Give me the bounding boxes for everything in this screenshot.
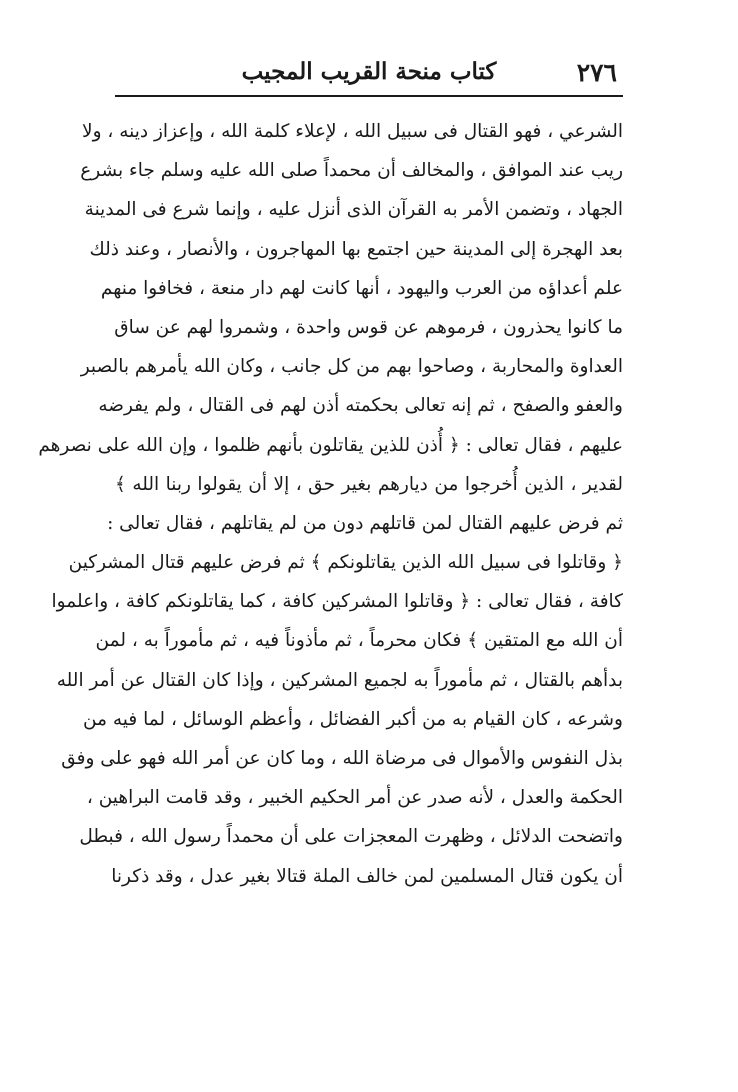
text-line: الجهاد ، وتضمن الأمر به القرآن الذى أنزل عليه ، وإنما شرع فى المدينة	[84, 199, 623, 221]
text-line: كافة ، فقال تعالى : ﴿ وقاتلوا المشركين كافة ، كما يقاتلونكم كافة ، واعلموا	[51, 591, 623, 613]
running-title: كتاب منحة القريب المجيب	[241, 58, 497, 85]
text-line: ما كانوا يحذرون ، فرموهم عن قوس واحدة ، وشمروا لهم عن ساق	[114, 316, 623, 338]
text-line: أن يكون قتال المسلمين لمن خالف الملة قتالا بغير عدل ، وقد ذكرنا	[111, 865, 623, 887]
text-line: الشرعي ، فهو القتال فى سبيل الله ، لإعلاء كلمة الله ، وإعزاز دينه ، ولا	[82, 121, 623, 142]
text-line: والعفو والصفح ، ثم إنه تعالى بحكمته أذن لهم فى القتال ، ولم يفرضه	[98, 395, 623, 417]
text-line: عليهم ، فقال تعالى : ﴿ أُذن للذين يقاتلون بأنهم ظلموا ، وإن الله على نصرهم	[38, 434, 623, 456]
header-rule	[115, 95, 623, 97]
text-line: وشرعه ، كان القيام به من أكبر الفضائل ، وأعظم الوسائل ، لما فيه من	[83, 708, 623, 730]
text-line: العداوة والمحاربة ، وصاحوا بهم من كل جانب ، وكان الله يأمرهم بالصبر	[80, 356, 623, 378]
text-line: واتضحت الدلائل ، وظهرت المعجزات على أن محمداً رسول الله ، فبطل	[79, 826, 623, 848]
text-line: ﴿ وقاتلوا فى سبيل الله الذين يقاتلونكم ﴾ ثم فرض عليهم قتال المشركين	[68, 552, 623, 574]
page-number: ٢٧٦	[576, 58, 617, 87]
body-text	[38, 112, 623, 896]
text-line: علم أعداؤه من العرب واليهود ، أنها كانت لهم دار منعة ، فخافوا منهم	[100, 277, 623, 299]
text-line: ريب عند الموافق ، والمخالف أن محمداً صلى الله عليه وسلم جاء بشرع	[80, 160, 623, 182]
text-line: الحكمة والعدل ، لأنه صدر عن أمر الحكيم الخبير ، وقد قامت البراهين ،	[86, 787, 623, 809]
text-line: ثم فرض عليهم القتال لمن قاتلهم دون من لم يقاتلهم ، فقال تعالى :	[107, 512, 623, 534]
text-line: أن الله مع المتقين ﴾ فكان محرماً ، ثم مأذوناً فيه ، ثم مأموراً به ، لمن	[95, 630, 623, 652]
text-line: لقدير ، الذين أُخرجوا من ديارهم بغير حق ، إلا أن يقولوا ربنا الله ﴾	[115, 473, 623, 495]
text-line: بعد الهجرة إلى المدينة حين اجتمع بها المهاجرون ، والأنصار ، وعند ذلك	[89, 238, 623, 260]
text-line: بذل النفوس والأموال فى مرضاة الله ، وما كان عن أمر الله فهو على وفق	[61, 748, 623, 769]
page-header	[115, 52, 623, 94]
text-line: بدأهم بالقتال ، ثم مأموراً به لجميع المشركين ، وإذا كان القتال عن أمر الله	[56, 669, 623, 691]
